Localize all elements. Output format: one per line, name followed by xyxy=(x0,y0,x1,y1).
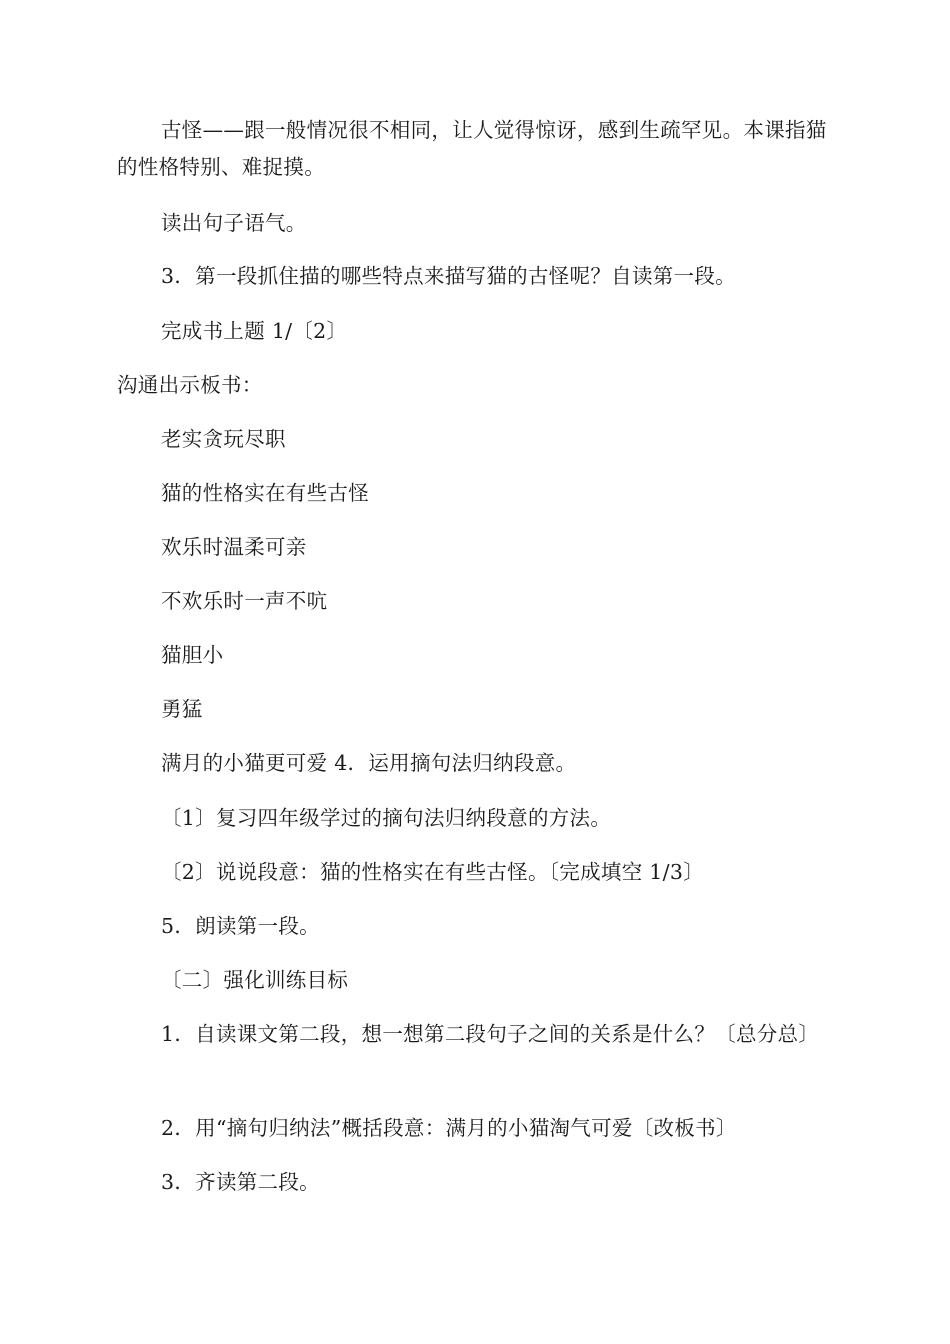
paragraph-definition: 古怪——跟一般情况很不相同，让人觉得惊讶，感到生疏罕见。本课指猫的性格特别、难捉摸。 xyxy=(117,118,827,179)
paragraph-sub-1: 〔1〕复习四年级学过的摘句法归纳段意的方法。 xyxy=(161,806,612,830)
board-line-6: 勇猛 xyxy=(161,697,203,721)
paragraph-question-3: 3．第一段抓住描的哪些特点来描写猫的古怪呢？自读第一段。 xyxy=(161,264,736,288)
paragraph-sub-2: 〔2〕说说段意：猫的性格实在有些古怪。〔完成填空 1/3〕 xyxy=(161,860,704,884)
board-line-5: 猫胆小 xyxy=(161,643,224,667)
paragraph-training-2: 2．用“摘句归纳法”概括段意：满月的小猫淘气可爱〔改板书〕 xyxy=(161,1116,737,1140)
section-heading-2: 〔二〕强化训练目标 xyxy=(161,968,349,992)
board-line-2: 猫的性格实在有些古怪 xyxy=(161,481,369,505)
board-line-3: 欢乐时温柔可亲 xyxy=(161,535,307,559)
paragraph-step-4: 满月的小猫更可爱 4．运用摘句法归纳段意。 xyxy=(161,751,577,775)
paragraph-training-3: 3．齐读第二段。 xyxy=(161,1170,320,1194)
board-line-1: 老实贪玩尽职 xyxy=(161,427,286,451)
paragraph-training-1: 1．自读课文第二段，想一想第二段句子之间的关系是什么？〔总分总〕 xyxy=(161,1022,820,1046)
paragraph-step-5: 5．朗读第一段。 xyxy=(161,914,320,938)
board-line-4: 不欢乐时一声不吭 xyxy=(161,589,328,613)
paragraph-exercise: 完成书上题 1/〔2〕 xyxy=(161,319,348,343)
paragraph-board-intro: 沟通出示板书： xyxy=(117,373,263,397)
paragraph-read-tone: 读出句子语气。 xyxy=(161,211,307,235)
